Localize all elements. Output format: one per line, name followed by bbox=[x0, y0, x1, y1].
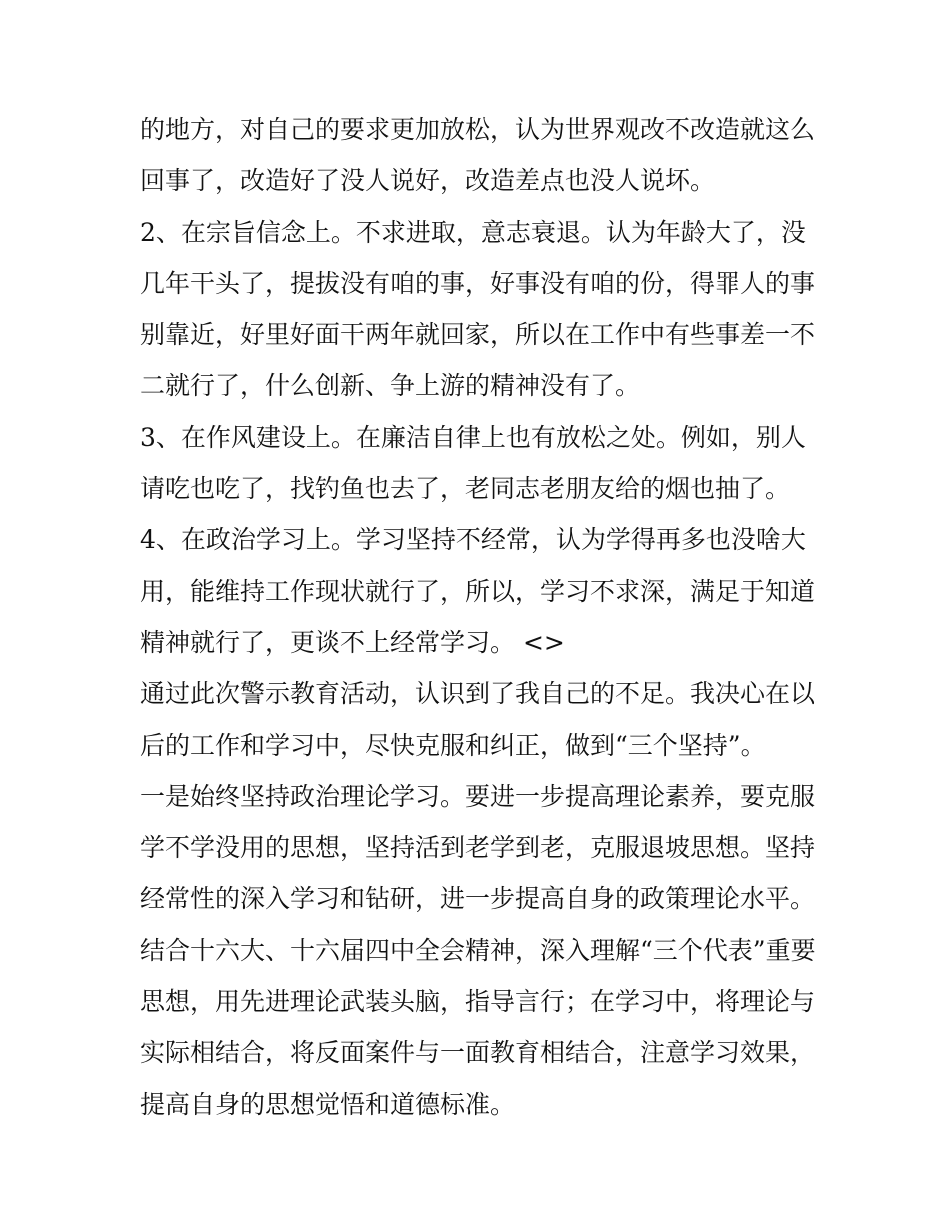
text-line: 经常性的深入学习和钻研，进一步提高自身的政策理论水平。 bbox=[140, 884, 816, 914]
text-line: 学不学没用的思想，坚持活到老学到老，克服退坡思想。坚持 bbox=[140, 833, 816, 863]
text-line: 别靠近，好里好面干两年就回家，所以在工作中有些事差一不 bbox=[140, 320, 816, 350]
text-line: 请吃也吃了，找钓鱼也去了，老同志老朋友给的烟也抽了。 bbox=[140, 474, 791, 504]
text-line: 思想，用先进理论武装头脑，指导言行；在学习中，将理论与 bbox=[140, 987, 816, 1017]
text-line: 的地方，对自己的要求更加放松，认为世界观改不改造就这么 bbox=[140, 115, 816, 144]
text-line: 3、在作风建设上。在廉洁自律上也有放松之处。例如，别人 bbox=[140, 422, 806, 452]
text-line: 一是始终坚持政治理论学习。要进一步提高理论素养，要克服 bbox=[140, 781, 816, 811]
text-line: 通过此次警示教育活动，认识到了我自己的不足。我决心在以 bbox=[140, 679, 816, 709]
text-line: 回事了，改造好了没人说好，改造差点也没人说坏。 bbox=[140, 166, 716, 196]
text-line: 4、在政治学习上。学习坚持不经常，认为学得再多也没啥大 bbox=[140, 525, 806, 555]
text-line: 几年干头了，提拔没有咱的事，好事没有咱的份，得罪人的事 bbox=[140, 268, 816, 298]
text-line: 实际相结合，将反面案件与一面教育相结合，注意学习效果， bbox=[140, 1038, 816, 1068]
text-line: 结合十六大、十六届四中全会精神，深入理解“三个代表”重要 bbox=[140, 935, 816, 965]
document-body bbox=[140, 104, 820, 1130]
text-line: 后的工作和学习中，尽快克服和纠正，做到“三个坚持”。 bbox=[140, 730, 766, 760]
text-line: 用，能维持工作现状就行了，所以，学习不求深，满足于知道 bbox=[140, 576, 816, 606]
text-line: 二就行了，什么创新、争上游的精神没有了。 bbox=[140, 371, 641, 401]
text-line: 提高自身的思想觉悟和道德标准。 bbox=[140, 1089, 516, 1119]
text-line: 2、在宗旨信念上。不求进取，意志衰退。认为年龄大了，没 bbox=[140, 217, 806, 247]
text-line: 精神就行了，更谈不上经常学习。 <> bbox=[140, 627, 565, 657]
